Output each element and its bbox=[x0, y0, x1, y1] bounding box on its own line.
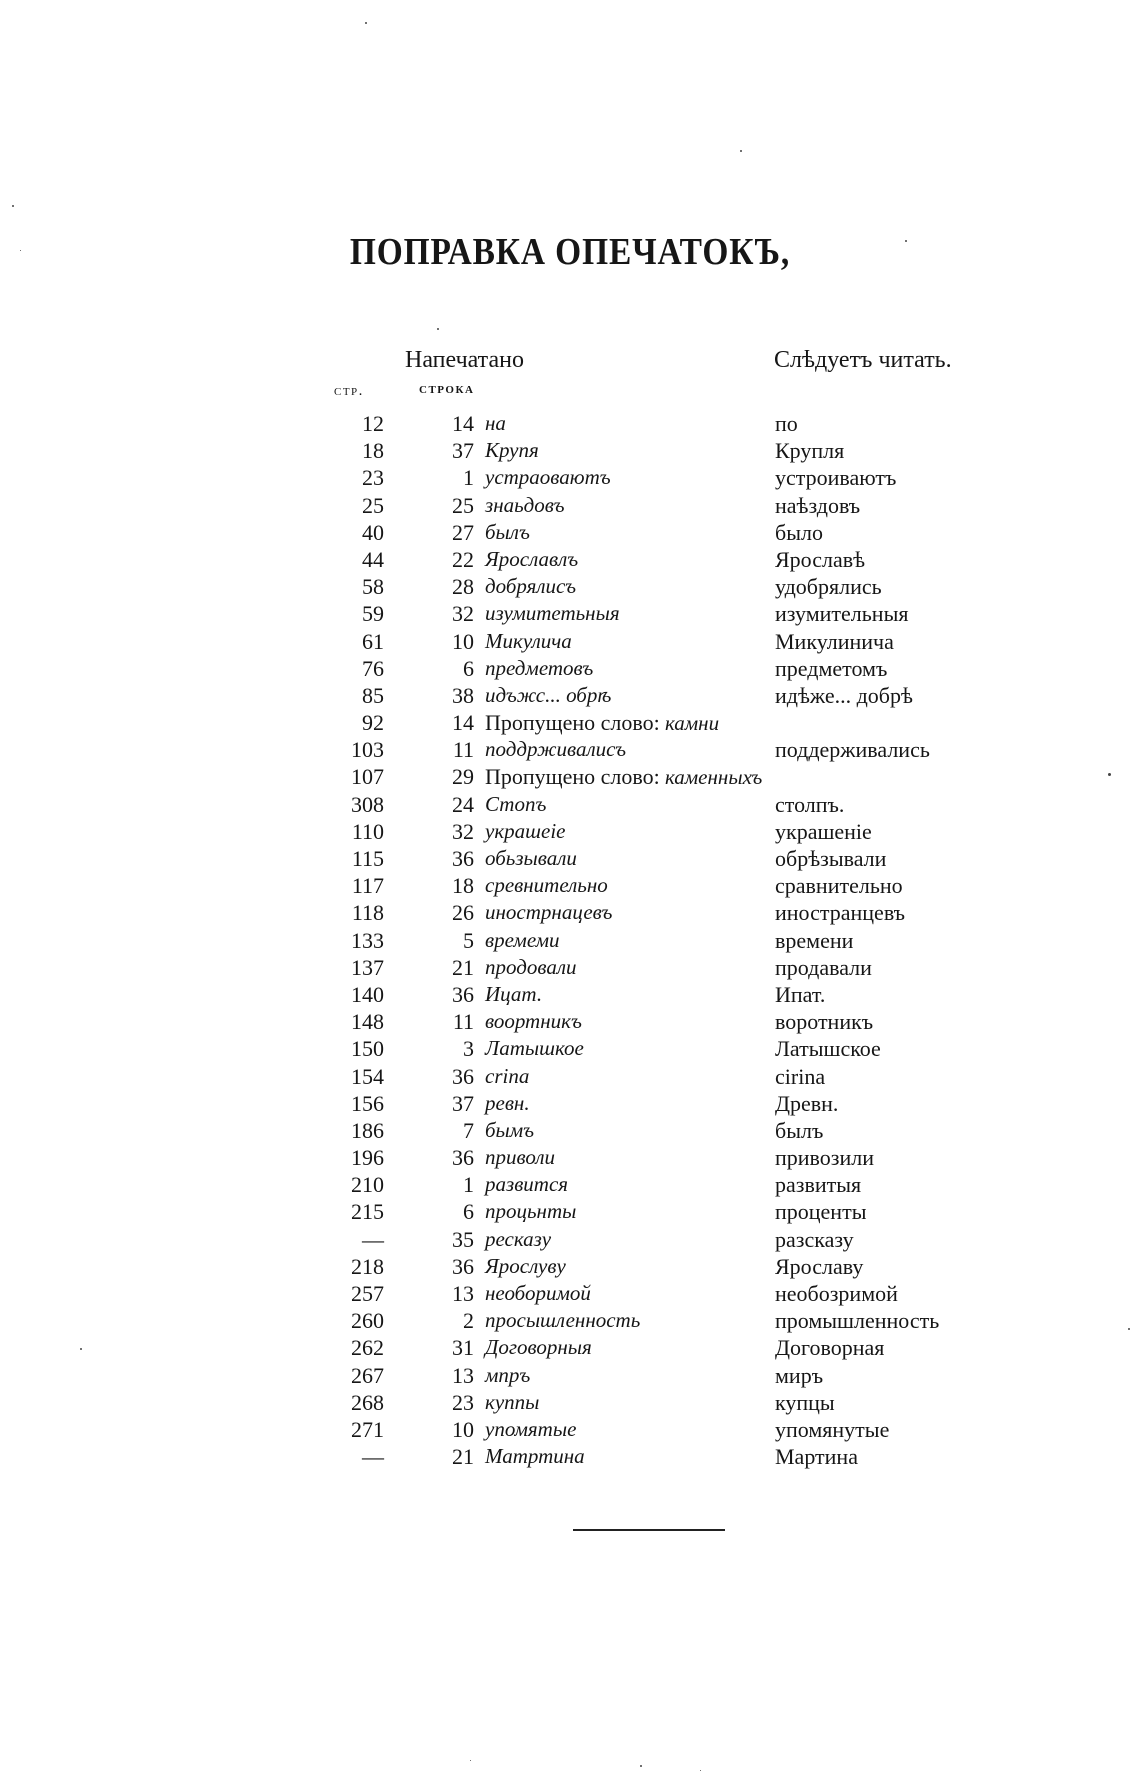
printed-text: куппы bbox=[485, 1389, 540, 1414]
print-speck bbox=[470, 1760, 471, 1761]
errata-row bbox=[330, 736, 1030, 763]
correction-text: воротникъ bbox=[775, 1009, 874, 1035]
line-number: 32 bbox=[452, 601, 474, 627]
line-number: 13 bbox=[452, 1362, 474, 1388]
page-number: 268 bbox=[351, 1389, 384, 1415]
errata-row bbox=[330, 818, 1030, 845]
page-number: 107 bbox=[351, 764, 384, 790]
printed-text: идъжс... обрѣ bbox=[485, 682, 612, 707]
page-number: 137 bbox=[351, 954, 384, 980]
line-number: 1 bbox=[463, 465, 474, 491]
printed-text: развится bbox=[485, 1172, 569, 1197]
page-number: 118 bbox=[351, 900, 384, 926]
printed-text: устраоваютъ bbox=[485, 465, 611, 490]
errata-row bbox=[330, 600, 1030, 627]
line-number: 6 bbox=[463, 655, 474, 681]
page-number: 18 bbox=[362, 438, 384, 464]
line-number: 36 bbox=[452, 1253, 474, 1279]
errata-row bbox=[330, 981, 1030, 1008]
printed-text: необоримой bbox=[485, 1281, 591, 1305]
errata-row bbox=[330, 682, 1030, 709]
print-speck bbox=[12, 205, 14, 207]
line-number: 3 bbox=[463, 1036, 474, 1062]
correction-text: привозили bbox=[775, 1145, 874, 1171]
correction-text: купцы bbox=[775, 1389, 835, 1415]
page-number: 210 bbox=[351, 1172, 384, 1198]
omission-label: Пропущено слово: bbox=[485, 710, 660, 736]
errata-row bbox=[330, 954, 1030, 981]
printed-text: Ярослуву bbox=[485, 1253, 566, 1278]
printed-text: Микулича bbox=[485, 628, 572, 653]
correction-text: предметомъ bbox=[775, 655, 888, 681]
correction-text: Крупля bbox=[775, 438, 845, 464]
printed-text: предметовъ bbox=[485, 655, 594, 680]
print-speck bbox=[365, 22, 367, 24]
print-speck bbox=[740, 150, 742, 152]
page-number: 308 bbox=[351, 791, 384, 817]
line-number: 14 bbox=[452, 411, 474, 436]
errata-row bbox=[330, 410, 1030, 437]
line-number: 7 bbox=[463, 1117, 474, 1143]
errata-row bbox=[330, 872, 1030, 899]
page-number: 58 bbox=[362, 574, 384, 600]
correction-text: cirina bbox=[775, 1063, 826, 1089]
correction-text: идѣже... добрѣ bbox=[775, 682, 913, 708]
correction-text: иностранцевъ bbox=[775, 900, 906, 926]
print-speck bbox=[905, 240, 907, 242]
page-number: 23 bbox=[362, 465, 384, 491]
line-number: 36 bbox=[452, 1063, 474, 1089]
line-number: 38 bbox=[452, 682, 474, 708]
printed-text: знаьдовъ bbox=[485, 492, 565, 517]
print-speck bbox=[640, 1765, 642, 1767]
line-number: 1 bbox=[463, 1172, 474, 1198]
line-number: 21 bbox=[452, 1444, 474, 1470]
line-number: 2 bbox=[463, 1308, 474, 1334]
errata-row bbox=[330, 1443, 1030, 1470]
printed-text: украшеiе bbox=[485, 818, 566, 843]
line-number: 37 bbox=[452, 438, 474, 464]
errata-row bbox=[330, 437, 1030, 464]
page-number: 133 bbox=[351, 927, 384, 953]
correction-text: разсказу bbox=[775, 1226, 854, 1252]
printed-text: добрялисъ bbox=[485, 574, 576, 599]
printed-text: Ицат. bbox=[485, 981, 543, 1006]
printed-text: просышленность bbox=[485, 1308, 641, 1333]
correction-text: Договорная bbox=[775, 1335, 885, 1361]
page-number: 196 bbox=[351, 1145, 384, 1171]
line-number: 28 bbox=[452, 574, 474, 600]
printed-text: сревнительно bbox=[485, 873, 608, 898]
line-number: 18 bbox=[452, 873, 474, 899]
page-number: — bbox=[362, 1226, 384, 1252]
print-speck bbox=[1108, 773, 1111, 776]
errata-row bbox=[330, 1334, 1030, 1361]
correction-text: было bbox=[775, 519, 823, 545]
printed-text: инострнацевъ bbox=[485, 900, 613, 925]
print-speck bbox=[20, 250, 21, 251]
printed-text: продовали bbox=[485, 954, 577, 979]
line-number: 23 bbox=[452, 1389, 474, 1415]
printed-text: упомятые bbox=[485, 1416, 577, 1441]
correction-text: столпъ. bbox=[775, 791, 845, 817]
page-number: 215 bbox=[351, 1199, 384, 1225]
errata-row bbox=[330, 899, 1030, 926]
page-number: 186 bbox=[351, 1117, 384, 1143]
line-number: 6 bbox=[463, 1199, 474, 1225]
errata-table bbox=[330, 410, 1030, 1470]
correction-text: Латышское bbox=[775, 1036, 881, 1062]
errata-row bbox=[330, 1171, 1030, 1198]
errata-row bbox=[330, 1035, 1030, 1062]
correction-text: промышленность bbox=[775, 1308, 940, 1334]
errata-row bbox=[330, 492, 1030, 519]
printed-column-header: Напечатано bbox=[405, 347, 524, 373]
errata-row bbox=[330, 1198, 1030, 1225]
page-number: 260 bbox=[351, 1308, 384, 1334]
line-number: 29 bbox=[452, 764, 474, 790]
errata-row bbox=[330, 927, 1030, 954]
errata-row bbox=[330, 709, 1030, 736]
line-number: 25 bbox=[452, 492, 474, 518]
correction-text: былъ bbox=[775, 1117, 824, 1143]
page-number: — bbox=[362, 1444, 384, 1470]
page-number: 117 bbox=[351, 873, 384, 899]
errata-row bbox=[330, 791, 1030, 818]
printed-text: мпръ bbox=[485, 1362, 531, 1387]
errata-row bbox=[330, 573, 1030, 600]
correction-text: Ярославѣ bbox=[775, 546, 866, 572]
printed-text: ревн. bbox=[485, 1090, 530, 1115]
correction-text: обрѣзывали bbox=[775, 846, 887, 871]
print-speck bbox=[437, 328, 439, 330]
correction-text: украшенiе bbox=[775, 818, 872, 844]
errata-row bbox=[330, 845, 1030, 872]
errata-row bbox=[330, 1389, 1030, 1416]
page-number: 76 bbox=[362, 655, 384, 681]
printed-text: времеми bbox=[485, 927, 560, 952]
should-read-column-header: Слѣдуетъ читать. bbox=[774, 347, 952, 373]
omitted-word: каменныхъ bbox=[664, 765, 763, 790]
page-number: 12 bbox=[362, 411, 384, 436]
correction-text: устроиваютъ bbox=[775, 465, 897, 491]
correction-text: продавали bbox=[775, 954, 872, 980]
errata-row bbox=[330, 546, 1030, 573]
errata-row bbox=[330, 1362, 1030, 1389]
line-number: 37 bbox=[452, 1090, 474, 1116]
line-number: 24 bbox=[452, 791, 474, 817]
line-number: 13 bbox=[452, 1281, 474, 1306]
printed-text: crina bbox=[485, 1063, 530, 1088]
page-number: 262 bbox=[351, 1335, 384, 1361]
omission-note bbox=[485, 763, 762, 791]
page-number: 25 bbox=[362, 492, 384, 518]
correction-text: Мартина bbox=[775, 1444, 858, 1470]
omission-note bbox=[485, 709, 719, 737]
correction-text: по bbox=[775, 411, 798, 436]
printed-text: Договорныя bbox=[485, 1335, 592, 1360]
page-number: 61 bbox=[362, 628, 384, 654]
line-number: 22 bbox=[452, 546, 474, 572]
printed-text: Матртина bbox=[485, 1444, 585, 1469]
line-number: 26 bbox=[452, 900, 474, 926]
page-number: 92 bbox=[362, 710, 384, 736]
errata-row bbox=[330, 655, 1030, 682]
page-number: 271 bbox=[351, 1416, 384, 1442]
page-number: 59 bbox=[362, 601, 384, 627]
errata-row bbox=[330, 1117, 1030, 1144]
page-number: 44 bbox=[362, 546, 384, 572]
printed-text: ресказу bbox=[485, 1226, 552, 1251]
omission-label: Пропущено слово: bbox=[485, 764, 660, 790]
line-number: 11 bbox=[452, 737, 474, 763]
correction-text: наѣздовъ bbox=[775, 492, 861, 518]
correction-text: необозримой bbox=[775, 1281, 898, 1306]
printed-text: обьзывали bbox=[485, 846, 577, 870]
correction-text: времени bbox=[775, 927, 854, 953]
line-number: 27 bbox=[452, 519, 474, 545]
correction-text: Микулинича bbox=[775, 628, 894, 654]
page-number: 156 bbox=[351, 1090, 384, 1116]
printed-text: былъ bbox=[485, 519, 530, 544]
page-number: 110 bbox=[351, 818, 384, 844]
printed-text: Стопъ bbox=[485, 791, 547, 816]
errata-row bbox=[330, 1307, 1030, 1334]
correction-text: проценты bbox=[775, 1199, 867, 1225]
page-number: 148 bbox=[351, 1009, 384, 1035]
line-number: 21 bbox=[452, 954, 474, 980]
line-number: 36 bbox=[452, 846, 474, 871]
printed-text: на bbox=[485, 411, 506, 435]
correction-text: поддерживались bbox=[775, 737, 930, 763]
correction-text: Ипат. bbox=[775, 981, 826, 1007]
printed-text: изумитетьныя bbox=[485, 601, 620, 626]
print-speck bbox=[80, 1348, 82, 1350]
errata-row bbox=[330, 628, 1030, 655]
correction-text: сравнительно bbox=[775, 873, 903, 899]
printed-text: поддрживалисъ bbox=[485, 737, 627, 762]
line-number: 31 bbox=[452, 1335, 474, 1361]
line-number: 14 bbox=[452, 710, 474, 736]
page-number: 40 bbox=[362, 519, 384, 545]
page-number: 154 bbox=[351, 1063, 384, 1089]
line-number: 32 bbox=[452, 818, 474, 844]
errata-row bbox=[330, 464, 1030, 491]
errata-row bbox=[330, 1063, 1030, 1090]
print-speck bbox=[700, 1770, 701, 1771]
errata-row bbox=[330, 1144, 1030, 1171]
errata-row bbox=[330, 1090, 1030, 1117]
page-number: 115 bbox=[351, 846, 384, 871]
line-number: 35 bbox=[452, 1226, 474, 1252]
line-column-header: строка bbox=[419, 381, 475, 397]
correction-text: удобрялись bbox=[775, 574, 882, 600]
errata-row bbox=[330, 763, 1030, 790]
errata-row bbox=[330, 1008, 1030, 1035]
page-number: 267 bbox=[351, 1362, 384, 1388]
line-number: 10 bbox=[452, 628, 474, 654]
omitted-word: камни bbox=[664, 711, 720, 736]
printed-text: Ярославлъ bbox=[485, 546, 579, 571]
line-number: 36 bbox=[452, 981, 474, 1007]
page-number: 257 bbox=[351, 1281, 384, 1306]
printed-text: приволи bbox=[485, 1145, 555, 1170]
page-number: 150 bbox=[351, 1036, 384, 1062]
printed-text: процьнты bbox=[485, 1199, 577, 1224]
printed-text: бымъ bbox=[485, 1117, 535, 1142]
correction-text: Древн. bbox=[775, 1090, 839, 1116]
printed-text: воортникъ bbox=[485, 1009, 582, 1034]
errata-row bbox=[330, 1226, 1030, 1253]
line-number: 10 bbox=[452, 1416, 474, 1442]
errata-row bbox=[330, 519, 1030, 546]
page-number: 103 bbox=[351, 737, 384, 763]
printed-text: Крупя bbox=[485, 438, 539, 463]
correction-text: изумительныя bbox=[775, 601, 909, 627]
correction-text: Ярославу bbox=[775, 1253, 864, 1279]
page-number: 85 bbox=[362, 682, 384, 708]
line-number: 36 bbox=[452, 1145, 474, 1171]
correction-text: развитыя bbox=[775, 1172, 862, 1198]
printed-text: Латышкое bbox=[485, 1036, 584, 1061]
page-title: ПОПРАВКА ОПЕЧАТОКЪ, bbox=[349, 231, 791, 273]
page-column-header: стр. bbox=[334, 383, 364, 399]
page-number: 140 bbox=[351, 981, 384, 1007]
print-speck bbox=[1128, 1328, 1130, 1330]
errata-row bbox=[330, 1253, 1030, 1280]
errata-row bbox=[330, 1416, 1030, 1443]
errata-row bbox=[330, 1280, 1030, 1307]
page-number: 218 bbox=[351, 1253, 384, 1279]
line-number: 11 bbox=[452, 1009, 474, 1035]
line-number: 5 bbox=[463, 927, 474, 953]
closing-rule bbox=[573, 1529, 725, 1531]
correction-text: упомянутые bbox=[775, 1416, 890, 1442]
correction-text: миръ bbox=[775, 1362, 824, 1388]
